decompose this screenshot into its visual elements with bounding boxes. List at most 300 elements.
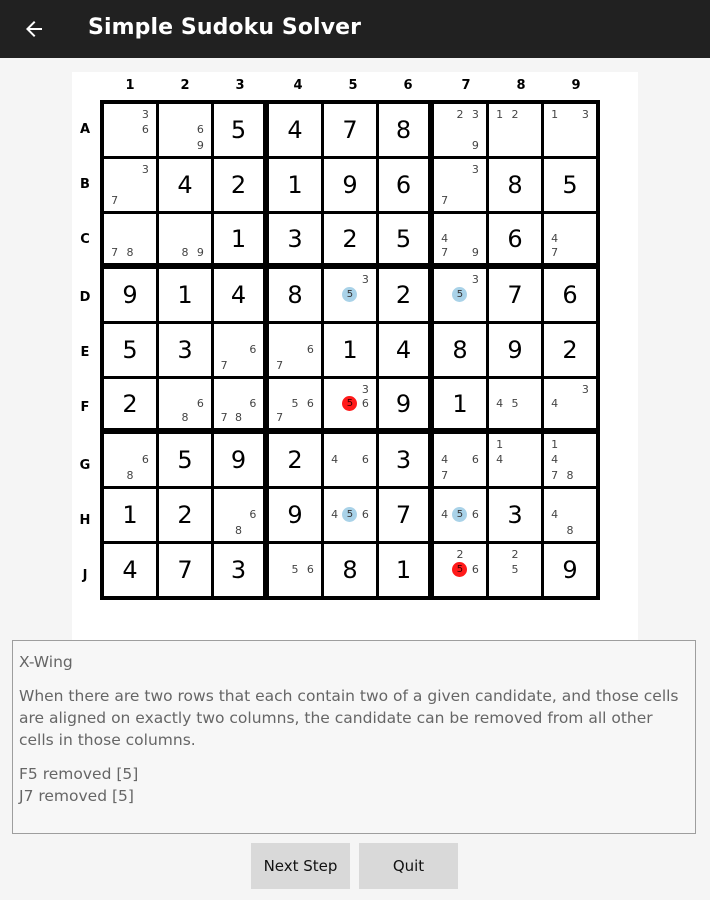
candidate-slot <box>562 396 577 410</box>
sudoku-cell[interactable] <box>489 159 541 211</box>
sudoku-cell[interactable] <box>434 434 486 486</box>
candidate-slot <box>303 547 318 562</box>
cell-value: 3 <box>177 336 193 364</box>
candidate-slot <box>562 107 577 122</box>
sudoku-grid <box>100 100 600 600</box>
candidate-slot <box>437 523 452 538</box>
sudoku-cell[interactable] <box>324 214 376 263</box>
cell-value: 7 <box>507 281 523 309</box>
sudoku-cell[interactable] <box>104 434 156 486</box>
candidate-grid <box>107 217 153 260</box>
candidate: 8 <box>126 246 134 260</box>
candidate-slot <box>452 246 467 260</box>
candidate-slot <box>122 231 137 245</box>
app-bar <box>0 0 710 58</box>
sudoku-cell[interactable] <box>214 269 263 321</box>
sudoku-cell[interactable] <box>434 214 486 263</box>
candidate: 4 <box>551 231 559 245</box>
candidate-grid <box>437 107 483 153</box>
candidate-slot <box>327 303 342 318</box>
cell-value: 1 <box>395 556 412 584</box>
candidate-slot <box>138 217 153 231</box>
candidate-slot <box>492 468 507 483</box>
candidate-slot <box>452 122 467 137</box>
sudoku-cell[interactable] <box>104 379 156 428</box>
candidate: 3 <box>361 273 369 287</box>
sudoku-cell[interactable] <box>324 379 376 428</box>
sudoku-cell[interactable] <box>324 324 376 376</box>
candidate-slot <box>303 578 318 593</box>
sudoku-cell[interactable] <box>379 544 428 596</box>
candidate-slot <box>287 578 302 593</box>
candidate: 3 <box>141 163 149 177</box>
sudoku-cell[interactable] <box>159 214 211 263</box>
candidate-slot <box>342 272 357 287</box>
sudoku-cell[interactable] <box>489 324 541 376</box>
candidate-slot <box>287 411 302 425</box>
technique-title: X-Wing <box>19 653 73 671</box>
candidate-slot <box>107 468 122 483</box>
candidate-slot <box>523 562 538 577</box>
cell-value: 9 <box>562 556 578 584</box>
arrow-left-icon <box>22 17 46 41</box>
candidate-slot <box>578 507 593 522</box>
candidate-slot <box>272 562 287 577</box>
candidate-slot <box>138 193 153 208</box>
sudoku-cell[interactable] <box>434 379 486 428</box>
candidate-slot <box>562 437 577 452</box>
column-label: 3 <box>235 78 245 93</box>
highlighted-candidate: 5 <box>452 507 467 522</box>
sudoku-cell[interactable] <box>489 489 541 541</box>
back-button[interactable] <box>14 9 54 49</box>
cell-value: 3 <box>507 501 523 529</box>
sudoku-cell[interactable] <box>269 159 321 211</box>
sudoku-cell[interactable] <box>489 214 541 263</box>
candidate-grid <box>162 107 208 153</box>
cell-value: 3 <box>287 224 303 253</box>
row-label: G <box>79 458 91 473</box>
result-line: F5 removed [5] <box>19 765 139 783</box>
candidate-slot <box>162 396 177 410</box>
candidate-slot <box>492 578 507 593</box>
sudoku-cell[interactable] <box>544 214 596 263</box>
cell-value: 2 <box>395 281 412 309</box>
candidate-grid <box>107 162 153 208</box>
sudoku-cell[interactable] <box>544 159 596 211</box>
cell-value: 9 <box>507 336 523 364</box>
candidate-grid <box>162 217 208 260</box>
candidate: 3 <box>471 108 479 122</box>
candidate: 2 <box>511 548 519 562</box>
row-labels <box>74 100 96 610</box>
candidate-slot <box>523 107 538 122</box>
sudoku-cell[interactable] <box>269 104 321 156</box>
candidate-slot <box>507 138 522 153</box>
candidate-slot <box>272 547 287 562</box>
sudoku-cell[interactable] <box>269 434 321 486</box>
sudoku-cell[interactable] <box>489 104 541 156</box>
sudoku-cell[interactable] <box>434 544 486 596</box>
candidate: 1 <box>496 438 504 452</box>
quit-button[interactable]: Quit <box>359 843 458 889</box>
candidate: 9 <box>196 138 204 152</box>
sudoku-cell[interactable] <box>434 104 486 156</box>
candidate-slot <box>358 303 373 318</box>
highlighted-candidate: 5 <box>342 287 357 302</box>
sudoku-board <box>72 72 638 640</box>
candidate-grid <box>327 382 373 425</box>
candidate-slot <box>523 382 538 396</box>
cell-value: 2 <box>177 501 193 529</box>
sudoku-cell[interactable] <box>489 379 541 428</box>
row-label: B <box>80 177 90 192</box>
candidate: 6 <box>196 123 204 137</box>
cell-value: 3 <box>230 556 247 584</box>
technique-description: When there are two rows that each contain two of a given candidate, and those cells are aligned on exactly two columns, the candidate can be removed from all other cells in those columns. <box>19 687 679 749</box>
sudoku-cell[interactable] <box>379 214 428 263</box>
candidate-slot <box>547 411 562 425</box>
candidate-grid <box>492 107 538 153</box>
candidate-grid <box>327 272 373 318</box>
sudoku-cell[interactable] <box>214 544 263 596</box>
sudoku-cell[interactable] <box>159 159 211 211</box>
candidate-slot <box>342 411 357 425</box>
sudoku-cell[interactable] <box>269 489 321 541</box>
candidate-slot <box>437 177 452 192</box>
sudoku-cell[interactable] <box>214 104 263 156</box>
sudoku-cell[interactable] <box>544 544 596 596</box>
sudoku-cell[interactable] <box>379 434 428 486</box>
candidate: 7 <box>111 193 119 207</box>
candidate-slot <box>562 507 577 522</box>
candidate-slot <box>523 452 538 467</box>
candidate-slot <box>523 547 538 562</box>
candidate: 4 <box>331 508 339 522</box>
candidate-slot <box>507 452 522 467</box>
candidate-slot <box>162 231 177 245</box>
sudoku-cell[interactable] <box>269 214 321 263</box>
sudoku-cell[interactable] <box>324 489 376 541</box>
cell-value: 3 <box>395 446 412 474</box>
candidate-slot <box>562 231 577 245</box>
candidate-slot <box>246 411 260 425</box>
sudoku-cell[interactable] <box>434 489 486 541</box>
row-label: D <box>79 290 91 305</box>
candidate-slot <box>138 468 153 483</box>
cell-value: 6 <box>507 224 523 253</box>
sudoku-cell[interactable] <box>104 324 156 376</box>
cell-value: 5 <box>395 224 412 253</box>
candidate: 7 <box>276 411 284 425</box>
candidate-slot <box>138 437 153 452</box>
candidate: 8 <box>181 411 189 425</box>
candidate: 5 <box>511 396 519 410</box>
candidate-slot <box>231 342 245 357</box>
candidate-slot <box>437 547 452 562</box>
candidate-slot <box>107 452 122 467</box>
candidate-slot <box>452 578 467 593</box>
sudoku-cell[interactable] <box>159 104 211 156</box>
candidate-slot <box>342 492 357 507</box>
candidate-slot <box>231 358 245 373</box>
sudoku-cell[interactable] <box>544 379 596 428</box>
candidate-slot <box>162 382 177 396</box>
candidate-slot <box>492 411 507 425</box>
sudoku-cell[interactable] <box>324 544 376 596</box>
sudoku-cell[interactable] <box>159 489 211 541</box>
sudoku-cell[interactable] <box>104 104 156 156</box>
candidate-slot <box>162 246 177 260</box>
cell-value: 7 <box>395 501 412 529</box>
cell-value: 4 <box>122 556 138 584</box>
cell-value: 2 <box>287 446 303 474</box>
candidate-slot <box>342 452 357 467</box>
candidate: 9 <box>471 138 479 152</box>
sudoku-cell[interactable] <box>159 434 211 486</box>
candidate-slot <box>246 327 260 342</box>
candidate-slot <box>193 217 208 231</box>
candidate-slot <box>162 122 177 137</box>
column-labels <box>100 78 610 98</box>
candidate-slot <box>342 303 357 318</box>
candidate: 6 <box>249 343 257 357</box>
sudoku-cell[interactable] <box>104 489 156 541</box>
candidate: 6 <box>249 396 257 410</box>
sudoku-cell[interactable] <box>159 324 211 376</box>
sudoku-cell[interactable] <box>159 544 211 596</box>
candidate-slot <box>162 411 177 425</box>
sudoku-cell[interactable] <box>379 159 428 211</box>
sudoku-cell[interactable] <box>544 104 596 156</box>
sudoku-cell[interactable] <box>214 214 263 263</box>
sudoku-cell[interactable] <box>379 269 428 321</box>
candidate-slot <box>107 138 122 153</box>
candidate-slot <box>231 382 245 396</box>
sudoku-cell[interactable] <box>214 379 263 428</box>
candidate-slot <box>272 382 287 396</box>
candidate-slot <box>452 177 467 192</box>
sudoku-cell[interactable] <box>214 324 263 376</box>
candidate-slot <box>523 578 538 593</box>
sudoku-cell[interactable] <box>214 159 263 211</box>
cell-value: 5 <box>122 336 138 364</box>
sudoku-cell[interactable] <box>379 379 428 428</box>
cell-value: 2 <box>230 171 247 199</box>
candidate-slot <box>162 107 177 122</box>
candidate-slot <box>452 193 467 208</box>
candidate: 8 <box>566 468 574 482</box>
sudoku-cell[interactable] <box>324 159 376 211</box>
candidate-slot <box>177 138 192 153</box>
candidate-slot <box>122 162 137 177</box>
candidate-slot <box>303 327 318 342</box>
sudoku-cell[interactable] <box>434 269 486 321</box>
candidate-slot <box>547 382 562 396</box>
candidate-slot <box>523 437 538 452</box>
sudoku-cell[interactable] <box>379 104 428 156</box>
candidate-slot <box>547 217 562 231</box>
candidate: 8 <box>234 523 242 537</box>
candidate-slot <box>578 437 593 452</box>
candidate-slot <box>507 578 522 593</box>
candidate: 5 <box>291 563 299 577</box>
candidate-slot <box>562 122 577 137</box>
candidate-slot <box>327 411 342 425</box>
candidate-grid <box>492 437 538 483</box>
candidate-slot <box>193 107 208 122</box>
candidate-slot <box>327 492 342 507</box>
candidate-slot <box>217 396 231 410</box>
candidate: 6 <box>471 453 479 467</box>
candidate-slot <box>327 468 342 483</box>
candidate: 6 <box>471 508 479 522</box>
sudoku-cell[interactable] <box>104 214 156 263</box>
sudoku-cell[interactable] <box>214 489 263 541</box>
sudoku-cell[interactable] <box>159 379 211 428</box>
sudoku-cell[interactable] <box>544 434 596 486</box>
candidate-slot <box>358 492 373 507</box>
sudoku-cell[interactable] <box>489 544 541 596</box>
candidate-slot <box>122 107 137 122</box>
sudoku-cell[interactable] <box>269 544 321 596</box>
candidate-slot <box>122 138 137 153</box>
sudoku-cell[interactable] <box>379 489 428 541</box>
cell-value: 4 <box>395 336 412 364</box>
sudoku-cell[interactable] <box>324 434 376 486</box>
candidate-slot <box>437 492 452 507</box>
candidate-slot <box>358 523 373 538</box>
cell-value: 9 <box>122 281 138 309</box>
candidate-grid <box>492 547 538 593</box>
sudoku-cell[interactable] <box>324 104 376 156</box>
candidate-slot <box>122 437 137 452</box>
sudoku-cell[interactable] <box>214 434 263 486</box>
candidate-slot <box>437 272 452 287</box>
candidate-slot <box>327 272 342 287</box>
candidate-slot <box>562 246 577 260</box>
candidate: 3 <box>581 382 589 396</box>
candidate-slot <box>217 523 231 538</box>
candidate: 5 <box>291 396 299 410</box>
candidate-slot <box>327 523 342 538</box>
sudoku-cell[interactable] <box>159 269 211 321</box>
candidate-slot <box>562 382 577 396</box>
candidate-slot <box>217 342 231 357</box>
candidate-grid <box>217 327 260 373</box>
candidate: 2 <box>511 108 519 122</box>
next-step-button[interactable]: Next Step <box>251 843 350 889</box>
candidate-grid <box>107 437 153 483</box>
cell-value: 7 <box>342 116 358 144</box>
candidate: 7 <box>276 358 284 372</box>
candidate-grid <box>217 382 260 425</box>
sudoku-cell[interactable] <box>379 324 428 376</box>
candidate-slot <box>523 396 538 410</box>
sudoku-cell[interactable] <box>269 269 321 321</box>
candidate-slot <box>246 382 260 396</box>
cell-value: 5 <box>562 171 578 199</box>
cell-value: 9 <box>342 171 358 199</box>
column-label: 5 <box>348 78 358 93</box>
candidate-slot <box>468 303 483 318</box>
cell-value: 4 <box>177 171 193 199</box>
highlighted-candidate: 5 <box>452 287 467 302</box>
row-label: H <box>79 513 91 528</box>
candidate-slot <box>578 246 593 260</box>
candidate-grid <box>547 107 593 153</box>
candidate-slot <box>492 138 507 153</box>
candidate: 3 <box>471 273 479 287</box>
candidate-slot <box>177 382 192 396</box>
candidate-slot <box>578 231 593 245</box>
candidate-slot <box>452 162 467 177</box>
sudoku-cell[interactable] <box>434 159 486 211</box>
sudoku-cell[interactable] <box>104 159 156 211</box>
row-label: J <box>82 568 88 583</box>
candidate: 7 <box>551 246 559 260</box>
candidate-slot <box>492 122 507 137</box>
sudoku-cell[interactable] <box>434 324 486 376</box>
candidate: 7 <box>111 246 119 260</box>
candidate-slot <box>162 138 177 153</box>
candidate: 7 <box>441 468 449 482</box>
candidate-slot <box>231 492 245 507</box>
candidate-slot <box>358 287 373 302</box>
cell-value: 6 <box>395 171 412 199</box>
candidate-slot <box>342 437 357 452</box>
candidate-slot <box>177 231 192 245</box>
candidate-slot <box>272 327 287 342</box>
sudoku-cell[interactable] <box>324 269 376 321</box>
candidate: 6 <box>196 396 204 410</box>
candidate-slot <box>327 396 342 411</box>
candidate-slot <box>578 523 593 538</box>
cell-value: 9 <box>395 389 412 418</box>
candidate: 8 <box>234 411 242 425</box>
candidate-slot <box>122 452 137 467</box>
sudoku-cell[interactable] <box>489 269 541 321</box>
candidate-slot <box>177 122 192 137</box>
candidate: 4 <box>441 508 449 522</box>
sudoku-cell[interactable] <box>104 269 156 321</box>
sudoku-cell[interactable] <box>489 434 541 486</box>
sudoku-cell[interactable] <box>104 544 156 596</box>
candidate: 2 <box>456 108 464 122</box>
candidate-slot <box>523 411 538 425</box>
sudoku-cell[interactable] <box>269 324 321 376</box>
candidate-slot <box>578 122 593 137</box>
candidate-slot <box>122 122 137 137</box>
candidate-grid <box>547 217 593 260</box>
candidate: 6 <box>361 453 369 467</box>
candidate-slot <box>107 217 122 231</box>
candidate-grid <box>437 217 483 260</box>
sudoku-cell[interactable] <box>544 489 596 541</box>
sudoku-cell[interactable] <box>544 269 596 321</box>
sudoku-cell[interactable] <box>269 379 321 428</box>
candidate-slot <box>547 122 562 137</box>
candidate-slot <box>107 162 122 177</box>
candidate-slot <box>468 578 483 593</box>
cell-value: 2 <box>122 389 138 418</box>
sudoku-cell[interactable] <box>544 324 596 376</box>
candidate-grid <box>272 327 318 373</box>
candidate-slot <box>578 452 593 467</box>
candidate-slot <box>507 382 522 396</box>
candidate-slot <box>578 396 593 410</box>
candidate-slot <box>468 193 483 208</box>
